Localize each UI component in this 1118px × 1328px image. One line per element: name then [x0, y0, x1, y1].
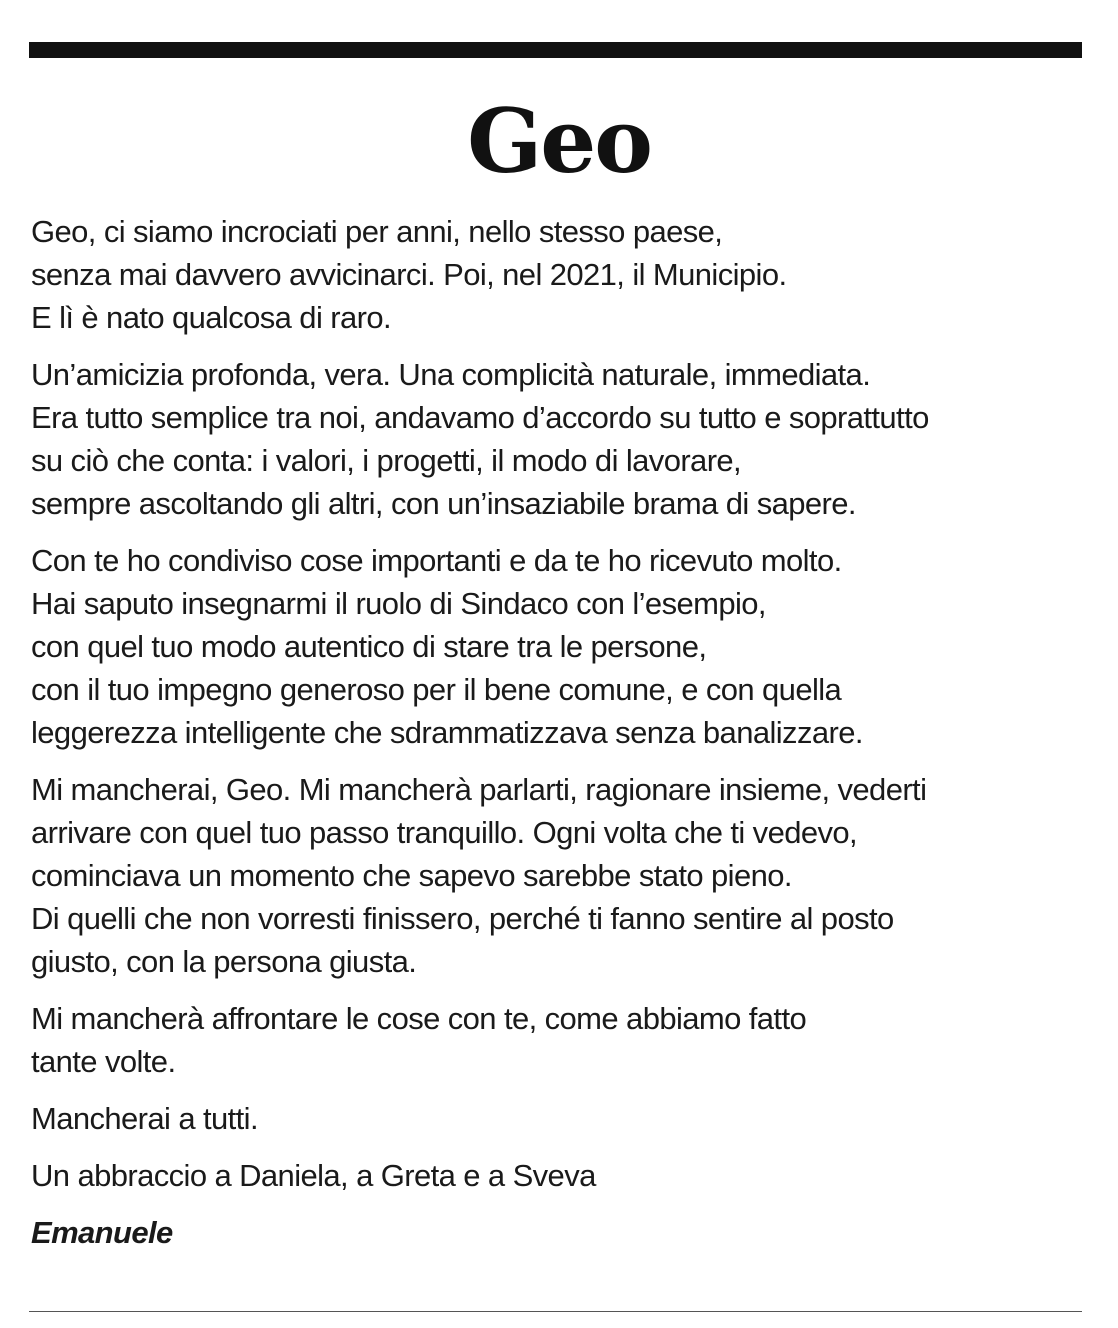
text-line: arrivare con quel tuo passo tranquillo. Ogni volta che ti vedevo, [31, 815, 858, 850]
text-line: Hai saputo insegnarmi il ruolo di Sindaco con l’esempio, [31, 586, 766, 621]
text-line: Mi mancherà affrontare le cose con te, come abbiamo fatto [31, 1001, 807, 1036]
signature: Emanuele [31, 1215, 173, 1250]
text-line: con quel tuo modo autentico di stare tra le persone, [31, 629, 707, 664]
text-line: con il tuo impegno generoso per il bene comune, e con quella [31, 672, 842, 707]
text-line: cominciava un momento che sapevo sarebbe stato pieno. [31, 858, 792, 893]
paragraph-6 [31, 1097, 1091, 1140]
top-rule [29, 42, 1082, 58]
paragraph-5 [31, 997, 1091, 1083]
text-line: giusto, con la persona giusta. [31, 944, 417, 979]
bottom-rule [29, 1311, 1082, 1312]
paragraph-3 [31, 539, 1091, 754]
article-body [31, 210, 1091, 1254]
text-line: E lì è nato qualcosa di raro. [31, 300, 391, 335]
paragraph-2 [31, 353, 1091, 525]
text-line: Un abbraccio a Daniela, a Greta e a Sveva [31, 1158, 596, 1193]
text-line: Di quelli che non vorresti finissero, perché ti fanno sentire al posto [31, 901, 894, 936]
text-line: Era tutto semplice tra noi, andavamo d’accordo su tutto e soprattutto [31, 400, 929, 435]
text-line: sempre ascoltando gli altri, con un’insaziabile brama di sapere. [31, 486, 856, 521]
text-line: su ciò che conta: i valori, i progetti, il modo di lavorare, [31, 443, 742, 478]
text-line: Mi mancherai, Geo. Mi mancherà parlarti, ragionare insieme, vederti [31, 772, 927, 807]
page-title: Geo [467, 89, 651, 193]
text-line: tante volte. [31, 1044, 176, 1079]
text-line: Con te ho condiviso cose importanti e da te ho ricevuto molto. [31, 543, 842, 578]
text-line: senza mai davvero avvicinarci. Poi, nel 2021, il Municipio. [31, 257, 787, 292]
paragraph-1 [31, 210, 1091, 339]
paragraph-4 [31, 768, 1091, 983]
text-line: leggerezza intelligente che sdrammatizzava senza banalizzare. [31, 715, 863, 750]
text-line: Mancherai a tutti. [31, 1101, 258, 1136]
text-line: Geo, ci siamo incrociati per anni, nello stesso paese, [31, 214, 723, 249]
text-line: Un’amicizia profonda, vera. Una complicità naturale, immediata. [31, 357, 871, 392]
paragraph-7 [31, 1154, 1091, 1197]
